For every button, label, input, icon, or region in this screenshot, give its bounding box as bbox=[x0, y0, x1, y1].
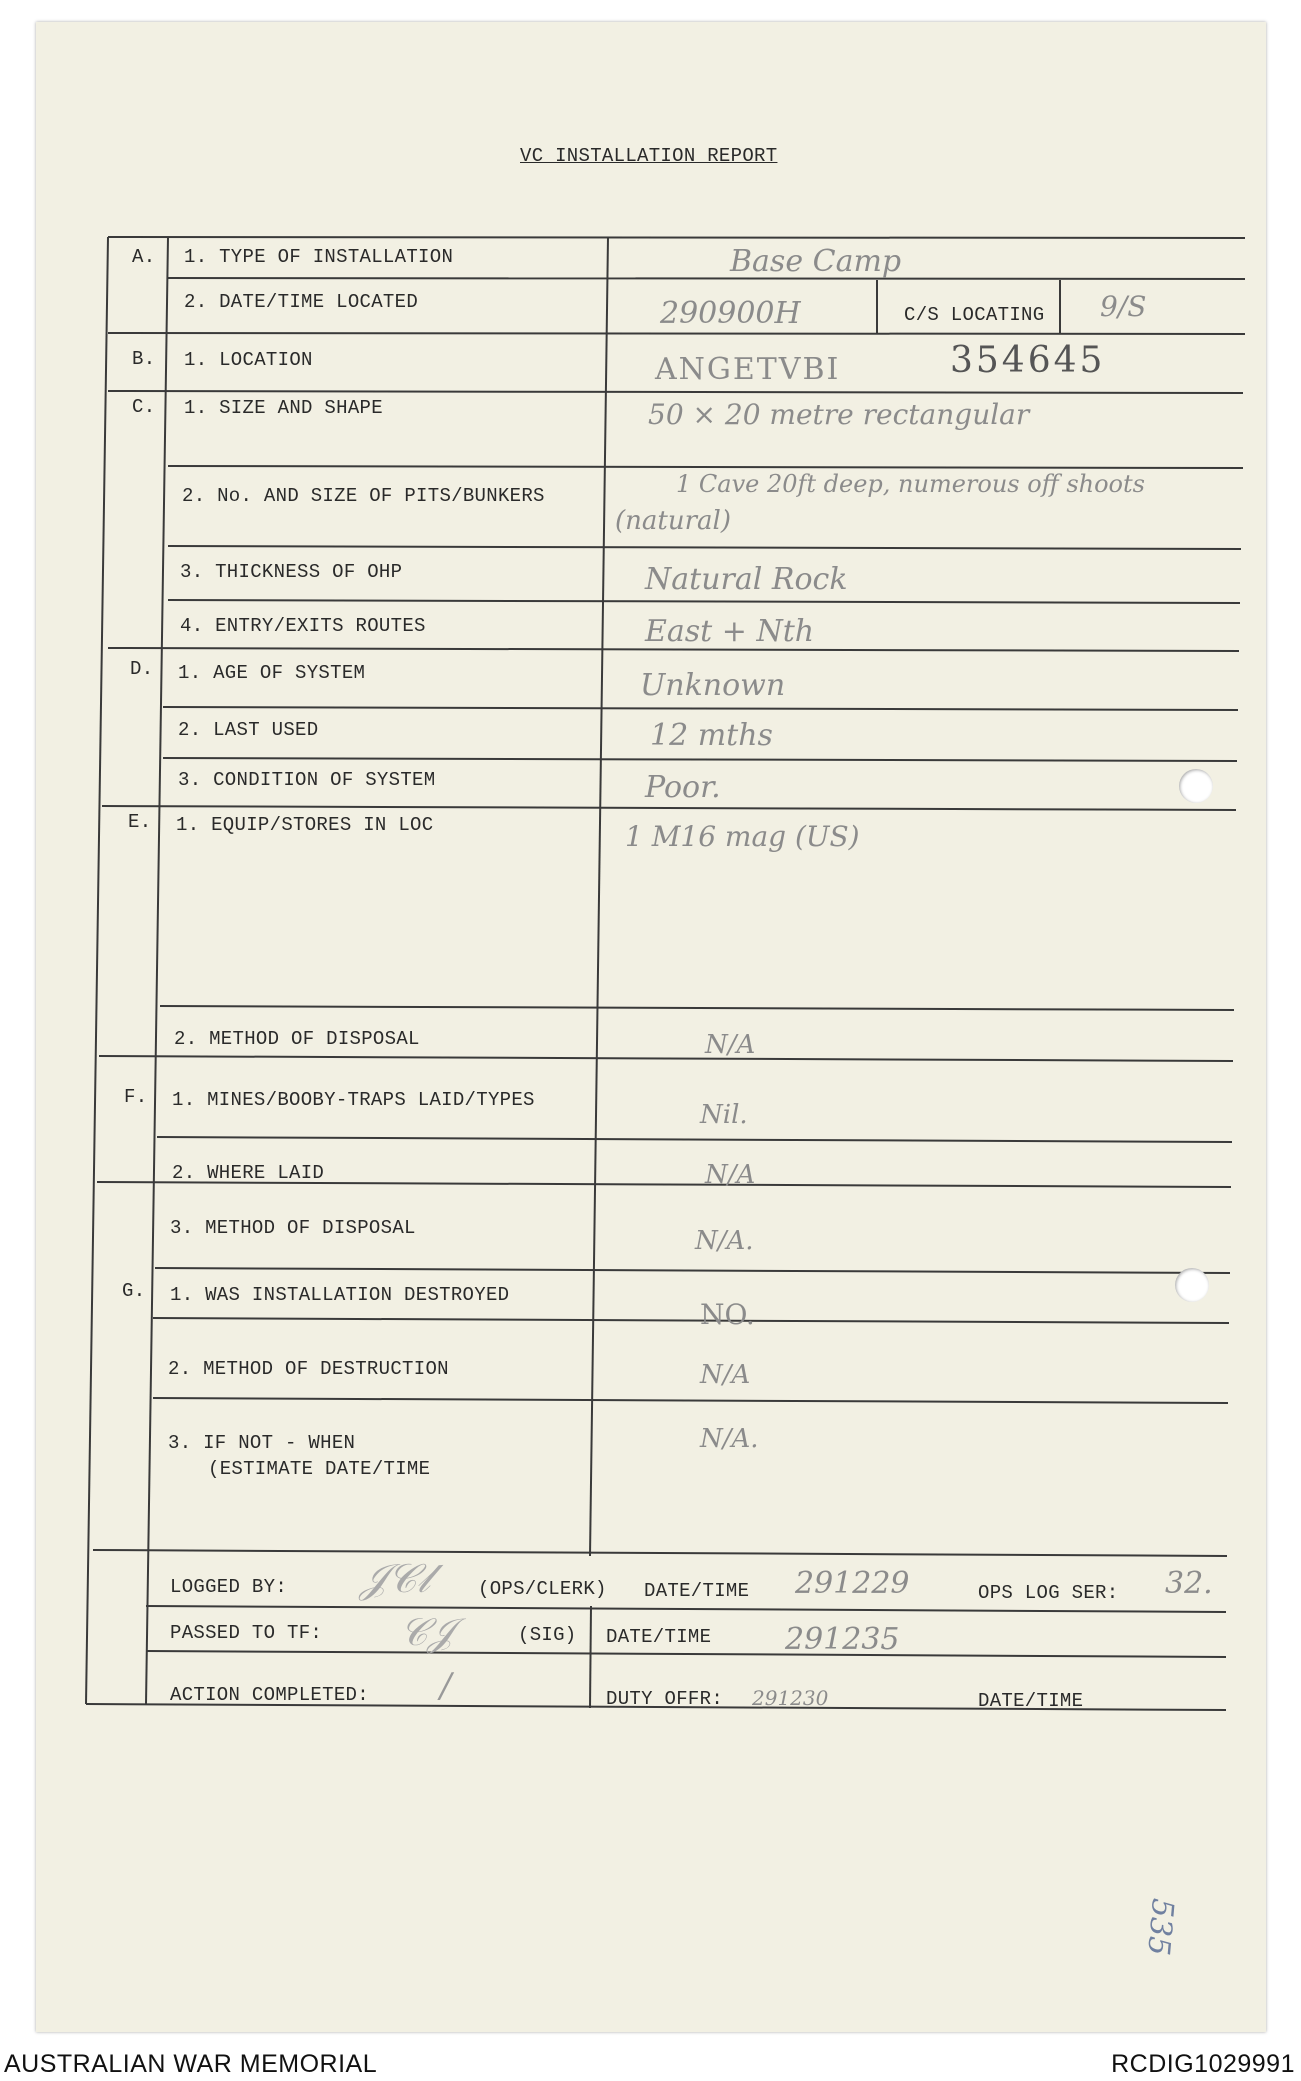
passed-to-tf-label: PASSED TO TF: bbox=[170, 1622, 323, 1644]
value-cs-locating: 9/S bbox=[1100, 290, 1147, 323]
label-entry-exit-routes: 4. ENTRY/EXITS ROUTES bbox=[180, 615, 426, 637]
sig-label: (SIG) bbox=[518, 1624, 577, 1646]
value-entry-exit-routes: East + Nth bbox=[645, 614, 815, 649]
logged-date-time-label: DATE/TIME bbox=[644, 1580, 750, 1602]
value-age-of-system: Unknown bbox=[640, 668, 786, 703]
label-pits-bunkers: 2. No. AND SIZE OF PITS/BUNKERS bbox=[182, 485, 545, 507]
logged-by-role: (OPS/CLERK) bbox=[478, 1578, 607, 1600]
value-mines-booby-traps: Nil. bbox=[700, 1100, 748, 1130]
value-if-not-when: N/A. bbox=[700, 1424, 759, 1454]
logged-by-signature: 𝒥𝒞𝓁 bbox=[360, 1556, 431, 1602]
value-last-used: 12 mths bbox=[650, 718, 773, 753]
section-letter-b: B. bbox=[132, 348, 156, 370]
value-grid-reference: 354645 bbox=[950, 340, 1106, 381]
label-date-time-located: 2. DATE/TIME LOCATED bbox=[184, 291, 419, 313]
section-letter-e: E. bbox=[128, 811, 152, 833]
action-completed-label: ACTION COMPLETED: bbox=[170, 1684, 369, 1706]
label-type-of-installation: 1. TYPE OF INSTALLATION bbox=[184, 246, 454, 268]
label-mines-booby-traps: 1. MINES/BOOBY-TRAPS LAID/TYPES bbox=[172, 1089, 535, 1111]
label-estimate-date-time: (ESTIMATE DATE/TIME bbox=[208, 1458, 431, 1480]
label-method-of-destruction: 2. METHOD OF DESTRUCTION bbox=[168, 1358, 449, 1380]
value-condition-of-system: Poor. bbox=[645, 770, 721, 805]
value-installation-destroyed: NO. bbox=[700, 1298, 755, 1331]
value-method-of-disposal-f: N/A. bbox=[695, 1226, 754, 1256]
value-pits-bunkers: 1 Cave 20ft deep, numerous off shoots bbox=[676, 470, 1145, 498]
value-thickness-ohp: Natural Rock bbox=[645, 562, 848, 597]
ops-log-ser-label: OPS LOG SER: bbox=[978, 1582, 1119, 1604]
duty-offr-value: 291230 bbox=[752, 1686, 829, 1710]
label-method-of-disposal-f: 3. METHOD OF DISPOSAL bbox=[170, 1217, 416, 1239]
logged-by-label: LOGGED BY: bbox=[170, 1576, 288, 1598]
label-installation-destroyed: 1. WAS INSTALLATION DESTROYED bbox=[170, 1284, 510, 1306]
duty-offr-label: DUTY OFFR: bbox=[606, 1688, 724, 1710]
value-size-and-shape: 50 × 20 metre rectangular bbox=[648, 398, 1030, 431]
section-letter-g: G. bbox=[122, 1280, 146, 1302]
punch-hole-bottom bbox=[1175, 1268, 1209, 1302]
section-letter-c: C. bbox=[132, 396, 156, 418]
punch-hole-top bbox=[1179, 769, 1213, 803]
section-letter-f: F. bbox=[124, 1086, 148, 1108]
footer-right: RCDIG1029991 bbox=[1111, 2050, 1295, 2078]
label-condition-of-system: 3. CONDITION OF SYSTEM bbox=[178, 769, 436, 791]
value-where-laid: N/A bbox=[705, 1160, 756, 1190]
section-letter-d: D. bbox=[130, 658, 154, 680]
label-equip-stores: 1. EQUIP/STORES IN LOC bbox=[176, 814, 434, 836]
passed-date-time-label: DATE/TIME bbox=[606, 1626, 712, 1648]
label-where-laid: 2. WHERE LAID bbox=[172, 1162, 325, 1184]
value-location-name: ANGETVBI bbox=[655, 352, 841, 387]
action-completed-mark: / bbox=[440, 1666, 452, 1706]
value-equip-stores: 1 M16 mag (US) bbox=[625, 820, 860, 853]
label-size-and-shape: 1. SIZE AND SHAPE bbox=[184, 397, 383, 419]
label-method-of-disposal-e: 2. METHOD OF DISPOSAL bbox=[174, 1028, 420, 1050]
value-type-of-installation: Base Camp bbox=[730, 244, 902, 279]
ops-log-ser-value: 32. bbox=[1165, 1566, 1213, 1601]
value-pits-bunkers-line2: (natural) bbox=[615, 506, 731, 536]
label-cs-locating: C/S LOCATING bbox=[904, 304, 1045, 326]
value-method-of-destruction: N/A bbox=[700, 1360, 751, 1390]
label-age-of-system: 1. AGE OF SYSTEM bbox=[178, 662, 366, 684]
passed-to-tf-signature: 𝒞𝒥 bbox=[400, 1610, 454, 1654]
label-location: 1. LOCATION bbox=[184, 349, 313, 371]
label-last-used: 2. LAST USED bbox=[178, 719, 319, 741]
value-method-of-disposal-e: N/A bbox=[705, 1030, 756, 1060]
footer-left: AUSTRALIAN WAR MEMORIAL bbox=[4, 2050, 378, 2078]
value-date-time-located: 290900H bbox=[660, 296, 801, 331]
report-title: VC INSTALLATION REPORT bbox=[520, 145, 778, 167]
label-thickness-ohp: 3. THICKNESS OF OHP bbox=[180, 561, 403, 583]
logged-date-time-value: 291229 bbox=[795, 1566, 910, 1601]
passed-date-time-value: 291235 bbox=[785, 1622, 900, 1657]
label-if-not-when: 3. IF NOT - WHEN bbox=[168, 1432, 356, 1454]
final-date-time-label: DATE/TIME bbox=[978, 1690, 1084, 1712]
margin-number: 535 bbox=[1140, 1896, 1180, 1958]
section-letter-a: A. bbox=[132, 246, 156, 268]
